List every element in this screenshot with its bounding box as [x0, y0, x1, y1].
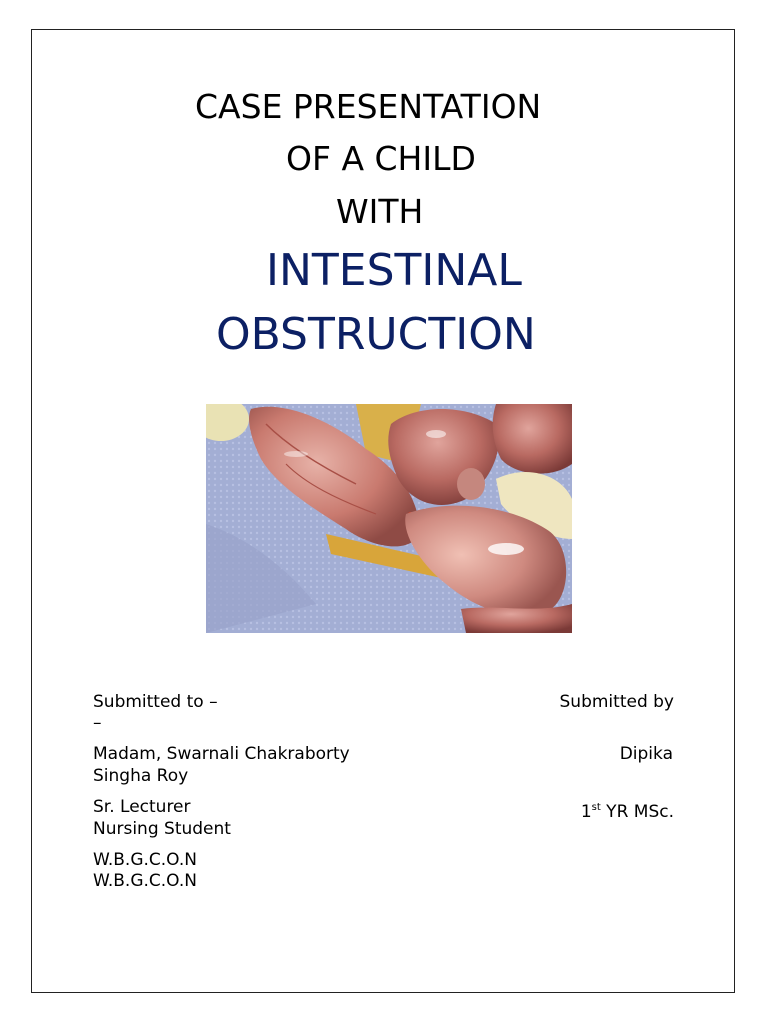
student-role: Nursing Student — [93, 819, 231, 839]
subject-line-1: INTESTINAL — [266, 245, 522, 296]
title-line-3: WITH — [336, 192, 424, 231]
teacher-name: Madam, Swarnali Chakraborty — [93, 744, 350, 764]
student-name: Dipika — [619, 744, 673, 764]
submitted-to-label: Submitted to – — [93, 692, 218, 712]
year-superscript: st — [591, 802, 601, 813]
student-year — [581, 797, 674, 823]
student-college: W.B.G.C.O.N — [93, 871, 197, 891]
submitted-dash: – — [93, 713, 102, 733]
year-number: 1 — [580, 802, 592, 822]
teacher-college: W.B.G.C.O.N — [93, 850, 197, 870]
title-line-1: CASE PRESENTATION — [195, 87, 542, 126]
teacher-title: Sr. Lecturer — [93, 797, 191, 817]
student-surname: Singha Roy — [93, 766, 189, 786]
subject-line-2: OBSTRUCTION — [216, 309, 536, 360]
year-rest: YR MSc. — [600, 802, 674, 822]
submitted-by-label: Submitted by — [559, 692, 674, 712]
title-line-2: OF A CHILD — [286, 139, 476, 178]
intestine-photo — [206, 404, 572, 633]
